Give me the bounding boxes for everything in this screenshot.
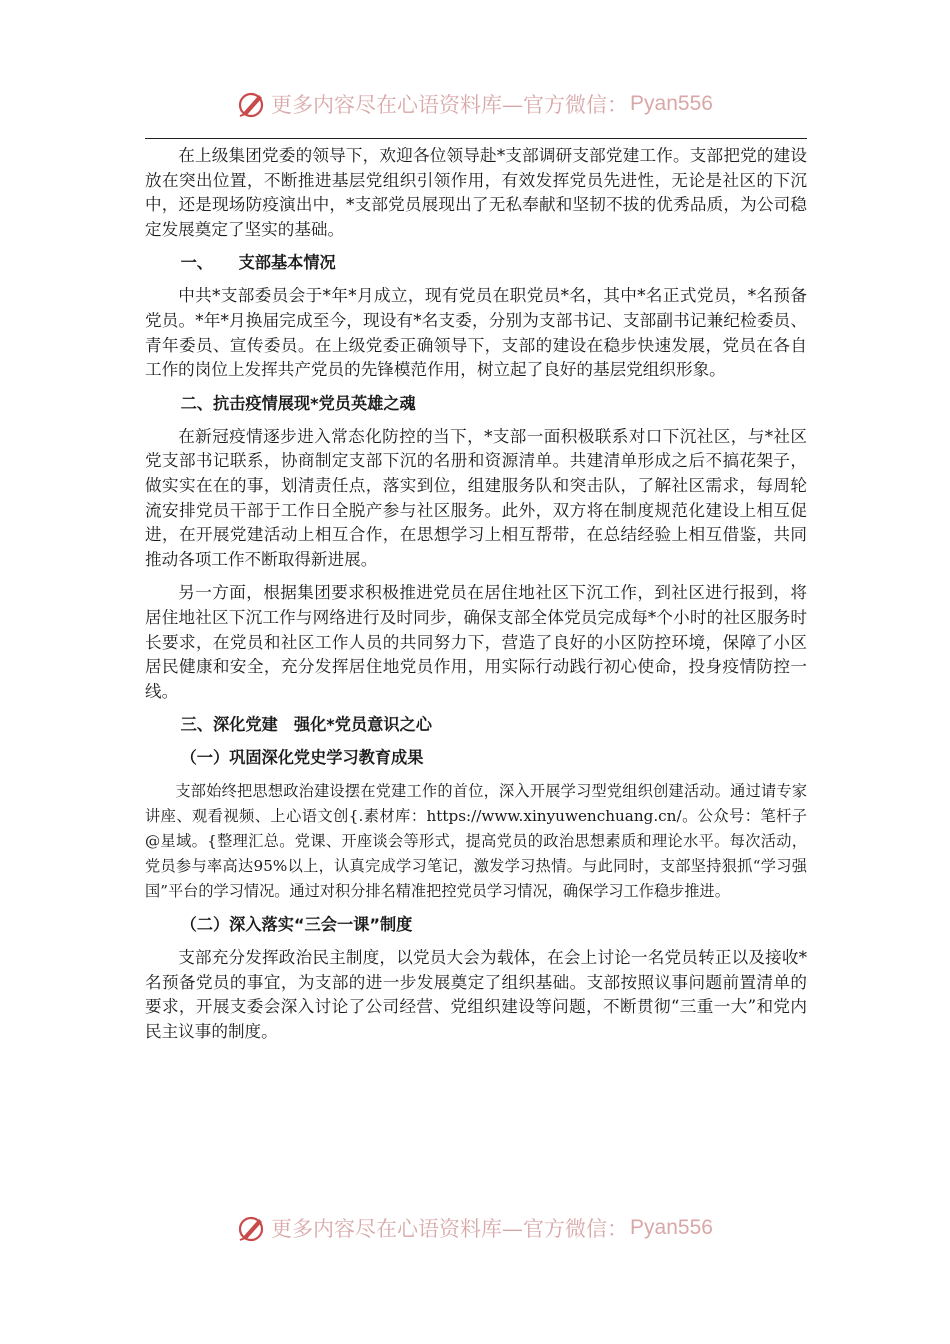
section-2-paragraph-1: 在新冠疫情逐步进入常态化防控的当下，*支部一面积极联系对口下沉社区，与*社区党支部书记联系，协商制定支部下沉的名册和资源清单。共建清单形成之后不搞花架子，做实实在在的事，划清责任点，落实到位，组建服务队和突击队，了解社区需求，每周轮流安排党员干部于工作日全脱产参与社区服务。此外，双方将在制度规范化建设上相互促进，在开展党建活动上相互合作，在思想学习上相互帮带，在总结经验上相互借鉴，共同推动各项工作不断取得新进展。 [145,426,807,569]
intro-paragraph: 在上级集团党委的领导下，欢迎各位领导赴*支部调研支部党建工作。支部把党的建设放在突出位置，不断推进基层党组织引领作用，有效发挥党员先进性，无论是社区的下沉中，还是现场防疫演出中，*支部党员展现出了无私奉献和坚韧不拔的优秀品质，为公司稳定发展奠定了坚实的基础。 [145,146,807,239]
banner-text: 更多内容尽在心语资料库—官方微信： [271,1217,629,1241]
subsection-3-2-heading: （二）深入落实“三会一课”制度 [180,915,413,935]
section-3-heading: 三、深化党建 强化*党员意识之心 [180,715,432,735]
header-banner [0,84,950,124]
section-2-heading: 二、抗击疫情展现*党员英雄之魂 [180,393,416,413]
header-divider [145,138,807,139]
footer-banner [0,1208,950,1248]
section-1-paragraph: 中共*支部委员会于*年*月成立，现有党员在职党员*名，其中*名正式党员，*名预备党员。*年*月换届完成至今，现设有*名支委，分别为支部书记、支部副书记兼纪检委员、青年委员、宣传委员。在上级党委正确领导下，支部的建设在稳步快速发展，党员在各自工作的岗位上发挥共产党员的先锋模范作用，树立起了良好的基层党组织形象。 [145,286,807,380]
subsection-3-2-paragraph: 支部充分发挥政治民主制度，以党员大会为载体，在会上讨论一名党员转正以及接收*名预备党员的事宜，为支部的进一步发展奠定了组织基础。支部按照议事问题前置清单的要求，开展支委会深入讨论了公司经营、党组织建设等问题，不断贯彻“三重一大”和党内民主议事的制度。 [145,948,807,1042]
pen-circle-logo-icon [237,89,267,119]
subsection-3-1-paragraph: 支部始终把思想政治建设摆在党建工作的首位，深入开展学习型党组织创建活动。通过请专家讲座、观看视频、上心语文创{.素材库：https://www.xinyuwenchuang.cn/。公众号：笔杆子@星域。{整理汇总。党课、开座谈会等形式，提高党员的政治思想素质和理论水平。每次活动，党员参与率高达95%以上，认真完成学习笔记，激发学习热情。与此同时，支部坚持狠抓“学习强国”平台的学习情况。通过对积分排名精准把控党员学习情况，确保学习工作稳步推进。 [145,782,807,901]
banner-text: 更多内容尽在心语资料库—官方微信： [271,93,629,117]
banner-wechat-id: Pyan556 [630,92,713,115]
section-2-paragraph-2: 另一方面，根据集团要求积极推进党员在居住地社区下沉工作，到社区进行报到，将居住地社区下沉工作与网络进行及时同步，确保支部全体党员完成每*个小时的社区服务时长要求，在党员和社区工作人员的共同努力下，营造了良好的小区防控环境，保障了小区居民健康和安全，充分发挥居住地党员作用，用实际行动践行初心使命，投身疫情防控一线。 [145,583,807,701]
document-body [145,144,807,1054]
section-1-title: 支部基本情况 [238,253,336,273]
pen-circle-logo-icon [237,1213,267,1243]
banner-wechat-id: Pyan556 [630,1216,713,1239]
subsection-3-1-heading: （一）巩固深化党史学习教育成果 [180,748,424,768]
section-1-heading [145,251,807,275]
section-1-number: 一、 [180,253,213,273]
